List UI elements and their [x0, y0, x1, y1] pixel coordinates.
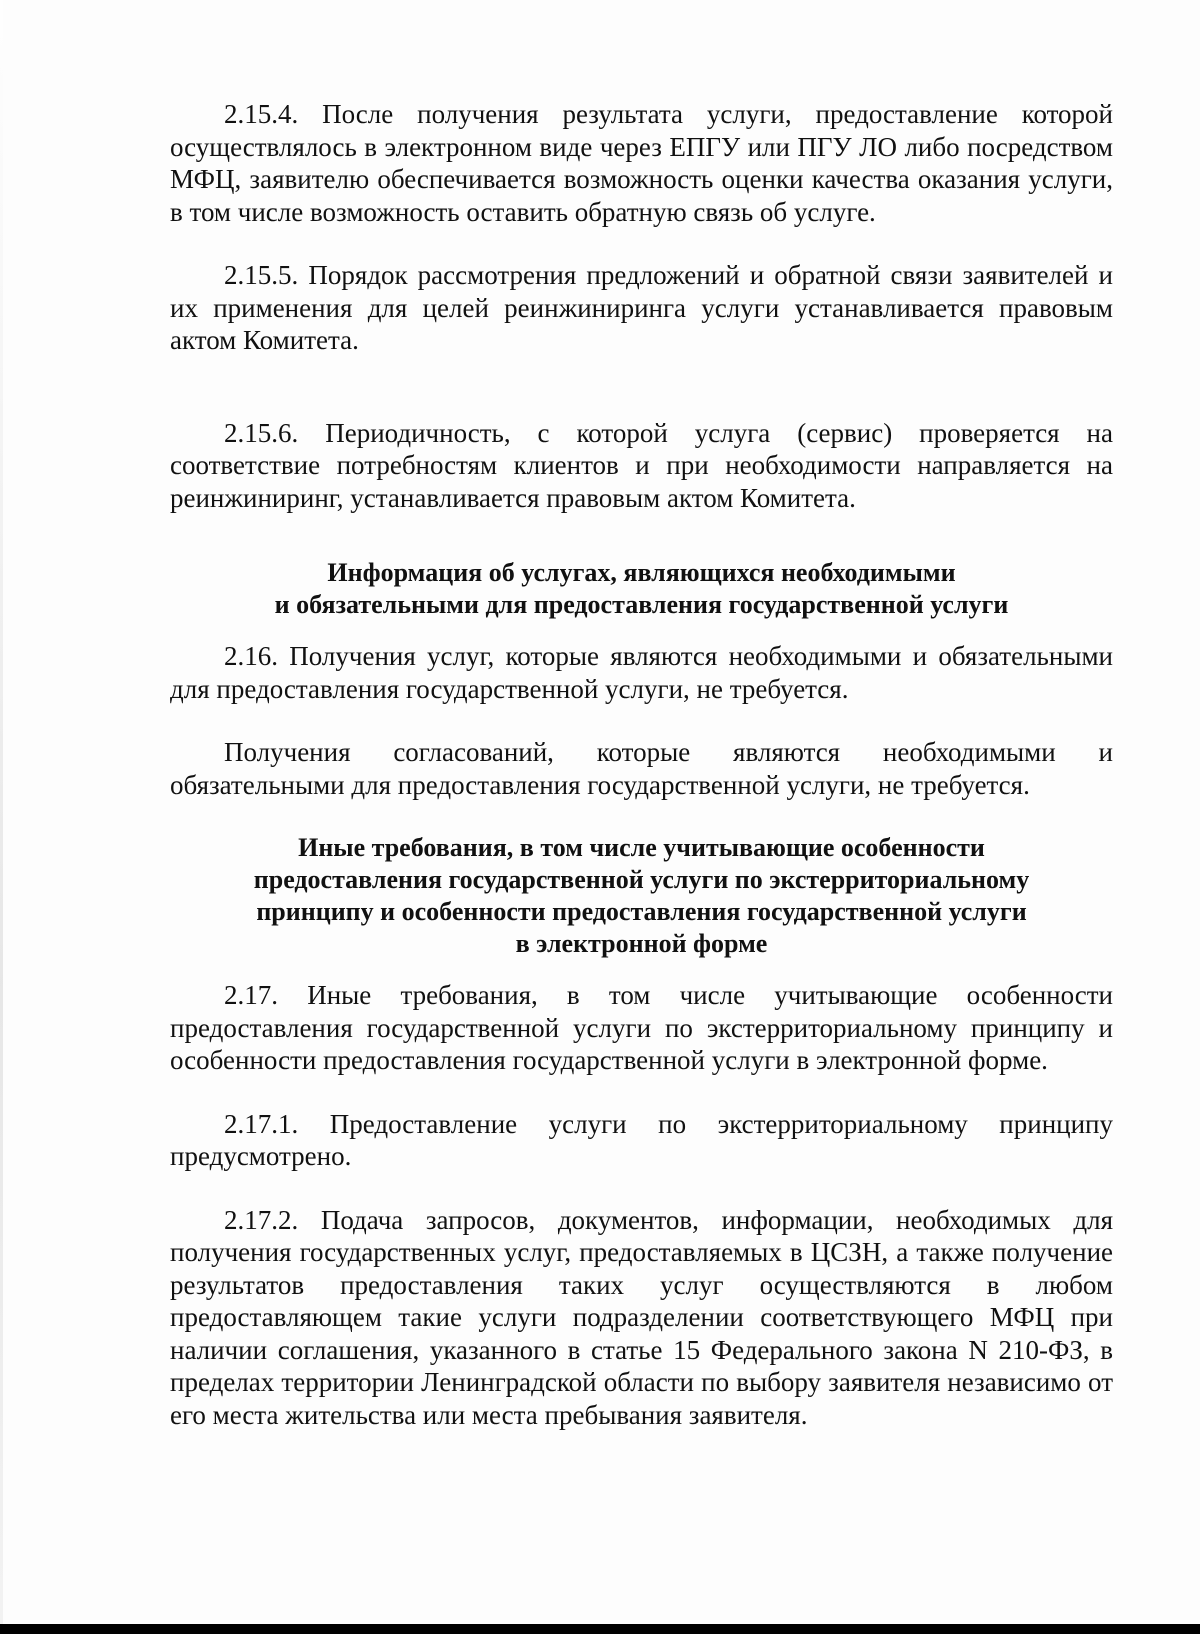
heading-line: Информация об услугах, являющихся необходимыми	[327, 558, 956, 587]
heading-line: Иные требования, в том числе учитывающие особенности	[298, 833, 985, 862]
paragraph-2-15-5: 2.15.5. Порядок рассмотрения предложений и обратной связи заявителей и их применения для целей реинжиниринга услуги устанавливается правовым актом Комитета.	[170, 260, 1113, 355]
section-heading-other-requirements	[170, 832, 1113, 960]
paragraph-2-17: 2.17. Иные требования, в том числе учитывающие особенности предоставления государственной услуги по экстерриториальному принципу и особенности предоставления государственной услуги в электронной форме.	[170, 980, 1113, 1075]
section-heading-necessary-services	[170, 557, 1113, 621]
heading-line: предоставления государственной услуги по экстерриториальному	[253, 865, 1030, 894]
paragraph-2-16: 2.16. Получения услуг, которые являются необходимыми и обязательными для предоставления государственной услуги, не требуется.	[170, 641, 1113, 704]
paragraph-2-15-4: 2.15.4. После получения результата услуги, предоставление которой осуществлялось в электронном виде через ЕПГУ или ПГУ ЛО либо посредством МФЦ, заявителю обеспечивается возможность оценки качества оказания услуги, в том числе возможность оставить обратную связь об услуге.	[170, 99, 1113, 227]
paragraph-2-16-agreements: Получения согласований, которые являются необходимыми и обязательными для предоставления государственной услуги, не требуется.	[170, 737, 1113, 800]
paragraph-2-17-1: 2.17.1. Предоставление услуги по экстерриториальному принципу предусмотрено.	[170, 1108, 1113, 1171]
paragraph-2-17-2: 2.17.2. Подача запросов, документов, информации, необходимых для получения государственных услуг, предоставляемых в ЦСЗН, а также получение результатов предоставления таких услуг осуществляются в любом предоставляющем такие услуги подразделении соответствующего МФЦ при наличии соглашения, указанного в статье 15 Федерального закона N 210-ФЗ, в пределах территории Ленинградской области по выбору заявителя независимо от его места жительства или места пребывания заявителя.	[170, 1204, 1113, 1430]
scan-edge	[0, 0, 3, 1634]
scan-border-bottom	[0, 1624, 1200, 1634]
paragraph-2-15-6: 2.15.6. Периодичность, с которой услуга (сервис) проверяется на соответствие потребностям клиентов и при необходимости направляется на реинжиниринг, устанавливается правовым актом Комитета.	[170, 417, 1113, 513]
heading-line: принципу и особенности предоставления государственной услуги	[256, 897, 1027, 926]
heading-line: в электронной форме	[515, 929, 768, 958]
document-body	[170, 98, 1113, 1431]
heading-line: и обязательными для предоставления государственной услуги	[274, 590, 1009, 619]
